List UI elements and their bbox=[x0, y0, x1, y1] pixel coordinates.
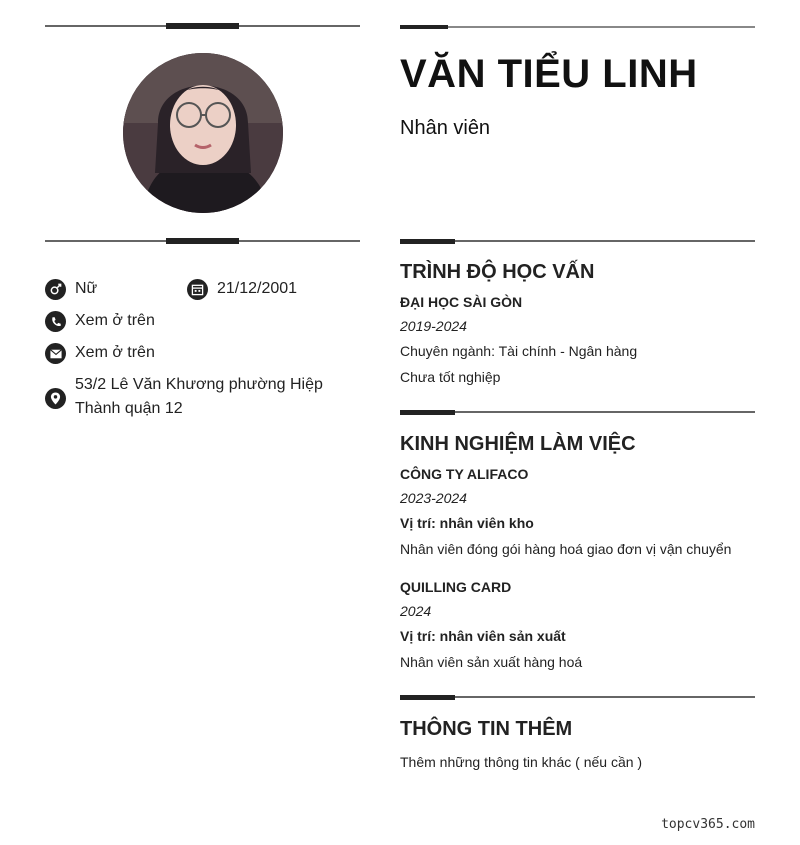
job-period: 2023-2024 bbox=[400, 490, 467, 506]
gender-value: Nữ bbox=[75, 280, 98, 297]
address-row bbox=[45, 376, 323, 421]
job-company: QUILLING CARD bbox=[400, 579, 512, 595]
header-divider bbox=[400, 26, 755, 28]
education-status: Chưa tốt nghiệp bbox=[400, 369, 501, 385]
education-major: Chuyên ngành: Tài chính - Ngân hàng bbox=[400, 343, 638, 359]
additional-text: Thêm những thông tin khác ( nếu cần ) bbox=[400, 754, 643, 770]
job-description: Nhân viên đóng gói hàng hoá giao đơn vị vận chuyển bbox=[400, 541, 732, 557]
address-line-1: 53/2 Lê Văn Khương phường Hiệp bbox=[75, 376, 323, 393]
address-line-2: Thành quận 12 bbox=[75, 400, 183, 417]
candidate-name: VĂN TIỂU LINH bbox=[400, 52, 698, 96]
education-divider bbox=[400, 240, 755, 242]
experience-title: KINH NGHIỆM LÀM VIỆC bbox=[400, 433, 636, 455]
calendar-icon bbox=[187, 279, 208, 300]
experience-divider bbox=[400, 411, 755, 413]
job-company: CÔNG TY ALIFACO bbox=[400, 466, 529, 482]
additional-title: THÔNG TIN THÊM bbox=[400, 718, 573, 740]
education-period: 2019-2024 bbox=[400, 318, 467, 334]
education-title: TRÌNH ĐỘ HỌC VẤN bbox=[400, 261, 595, 283]
job-description: Nhân viên sản xuất hàng hoá bbox=[400, 654, 583, 670]
address-value bbox=[75, 373, 323, 421]
candidate-role: Nhân viên bbox=[400, 117, 491, 139]
phone-value: Xem ở trên bbox=[75, 312, 155, 329]
birthday-value: 21/12/2001 bbox=[217, 280, 298, 297]
additional-divider bbox=[400, 696, 755, 698]
email-row bbox=[45, 344, 155, 364]
education-school: ĐẠI HỌC SÀI GÒN bbox=[400, 294, 523, 310]
job-period: 2024 bbox=[400, 603, 432, 619]
job-position: Vị trí: nhân viên sản xuất bbox=[400, 628, 566, 644]
birthday-row bbox=[187, 280, 297, 300]
left-top-divider bbox=[45, 25, 360, 27]
phone-row bbox=[45, 312, 155, 332]
gender-row bbox=[45, 280, 97, 300]
gender-icon bbox=[45, 279, 66, 300]
job-position: Vị trí: nhân viên kho bbox=[400, 515, 534, 531]
phone-icon bbox=[45, 311, 66, 332]
email-value: Xem ở trên bbox=[75, 344, 155, 361]
avatar bbox=[123, 53, 283, 213]
location-pin-icon bbox=[45, 388, 66, 409]
mail-icon bbox=[45, 343, 66, 364]
watermark: topcv365.com bbox=[661, 817, 755, 832]
left-bottom-divider bbox=[45, 240, 360, 242]
